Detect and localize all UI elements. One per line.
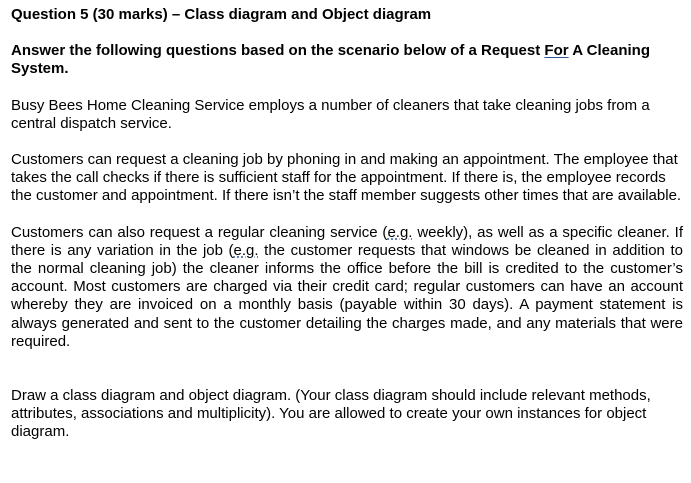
paragraph-intro: Busy Bees Home Cleaning Service employs a number of cleaners that take cleaning jobs from a central dispatch service.	[11, 96, 650, 132]
para3-part-a: Customers can also request a regular cleaning service (	[11, 223, 388, 241]
question-heading: Question 5 (30 marks) – Class diagram and Object diagram	[11, 6, 432, 23]
eg-abbrev-2: e.g.	[233, 241, 259, 259]
paragraph-appointments: Customers can request a cleaning job by phoning in and making an appointment. The employee that takes the call checks if there is sufficient staff for the appointment. If there is, the employee records the customer and appointment. If there isn’t the staff member suggests other times that are available.	[11, 151, 682, 205]
para3-part-c: the customer requests that windows be cleaned in addition to the normal cleaning job) the cleaner informs the office before the bill is credited to the customer’s account. Most customers are charged via their credit card; regular customers can have an account whereby they are invoiced on a monthly basis (payable within 30 days). A payment statement is always generated and sent to the customer detailing the charges made, and any materials that were required.	[11, 241, 683, 350]
instruction-part-1: Answer the following questions based on the scenario below of a Request	[11, 42, 545, 60]
instruction-for-underlined: For	[544, 42, 569, 60]
eg-abbrev-1: e.g.	[387, 223, 413, 241]
instruction-part-3: A Cleaning System.	[11, 42, 650, 78]
instruction-text	[11, 42, 683, 78]
paragraph-regular-service	[11, 224, 683, 351]
para3-part-b: weekly), as well as a specific cleaner. If there is any variation in the job (	[11, 223, 683, 259]
document-body	[11, 6, 683, 442]
paragraph-task: Draw a class diagram and object diagram. (Your class diagram should include relevant methods, attributes, associations and multiplicity). You are allowed to create your own instances for object diagram.	[11, 387, 651, 441]
